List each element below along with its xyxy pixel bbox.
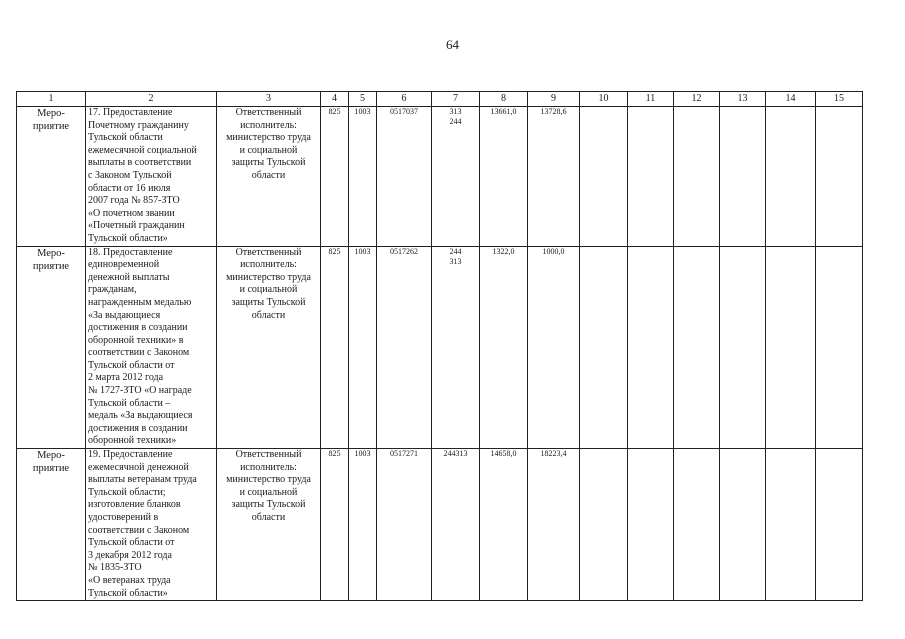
col-header: 13 [720,92,766,107]
col-header: 14 [766,92,816,107]
amount-col9: 1000,0 [528,246,580,449]
empty-cell [628,107,674,247]
table-row [17,246,863,449]
expense-type-code: 244313 [432,449,480,601]
empty-cell [674,449,720,601]
amount-col8: 1322,0 [480,246,528,449]
col-header: 5 [349,92,377,107]
target-code: 0517037 [377,107,432,247]
empty-cell [580,107,628,247]
target-code: 0517262 [377,246,432,449]
empty-cell [816,107,863,247]
executor-cell: Ответственный исполнитель: министерство труда и социальной защиты Тульской области [217,449,321,601]
page-number: 64 [446,37,459,52]
col-header: 6 [377,92,432,107]
col-header: 10 [580,92,628,107]
col-header: 1 [17,92,86,107]
header-row [17,92,863,107]
empty-cell [720,246,766,449]
grbs-code: 825 [321,449,349,601]
executor-cell: Ответственный исполнитель: министерство труда и социальной защиты Тульской области [217,107,321,247]
col-header: 11 [628,92,674,107]
target-code: 0517271 [377,449,432,601]
col-header: 7 [432,92,480,107]
empty-cell [766,449,816,601]
col-header: 3 [217,92,321,107]
grbs-code: 825 [321,246,349,449]
empty-cell [766,107,816,247]
empty-cell [720,449,766,601]
row-type-cell: Меро- приятие [17,449,86,601]
measure-description: 19. Предоставление ежемесячной денежной выплаты ветеранам труда Тульской области; изготовление бланков удостоверений в соответствии с Законом Тульской области от 3 декабря 2012 года № 1835-ЗТО «О ветеранах труда Тульской области» [86,449,217,601]
executor-cell: Ответственный исполнитель: министерство труда и социальной защиты Тульской области [217,246,321,449]
measure-description: 18. Предоставление единовременной денежной выплаты гражданам, награжденным медалью «За выдающиеся достижения в создании оборонной техники» в соответствии с Законом Тульской области от 2 марта 2012 года № 1727-ЗТО «О награде Тульской области – медаль «За выдающиеся достижения в создании оборонной техники» [86,246,217,449]
col-header: 4 [321,92,349,107]
empty-cell [816,449,863,601]
section-code: 1003 [349,246,377,449]
empty-cell [674,246,720,449]
row-type-cell: Меро- приятие [17,107,86,247]
empty-cell [720,107,766,247]
col-header: 8 [480,92,528,107]
amount-col9: 18223,4 [528,449,580,601]
expense-type-code: 313 244 [432,107,480,247]
table-row [17,449,863,601]
col-header: 2 [86,92,217,107]
empty-cell [816,246,863,449]
amount-col8: 13661,0 [480,107,528,247]
grbs-code: 825 [321,107,349,247]
col-header: 9 [528,92,580,107]
amount-col8: 14658,0 [480,449,528,601]
amount-col9: 13728,6 [528,107,580,247]
row-type-cell: Меро- приятие [17,246,86,449]
budget-table [16,91,863,601]
empty-cell [674,107,720,247]
measure-description: 17. Предоставление Почетному гражданину Тульской области ежемесячной социальной выплаты в соответствии с Законом Тульской области от 16 июля 2007 года № 857-ЗТО «О почетном звании «Почетный гражданин Тульской области» [86,107,217,247]
empty-cell [580,246,628,449]
table-row [17,107,863,247]
empty-cell [766,246,816,449]
empty-cell [628,449,674,601]
empty-cell [628,246,674,449]
section-code: 1003 [349,449,377,601]
empty-cell [580,449,628,601]
section-code: 1003 [349,107,377,247]
col-header: 15 [816,92,863,107]
expense-type-code: 244 313 [432,246,480,449]
col-header: 12 [674,92,720,107]
